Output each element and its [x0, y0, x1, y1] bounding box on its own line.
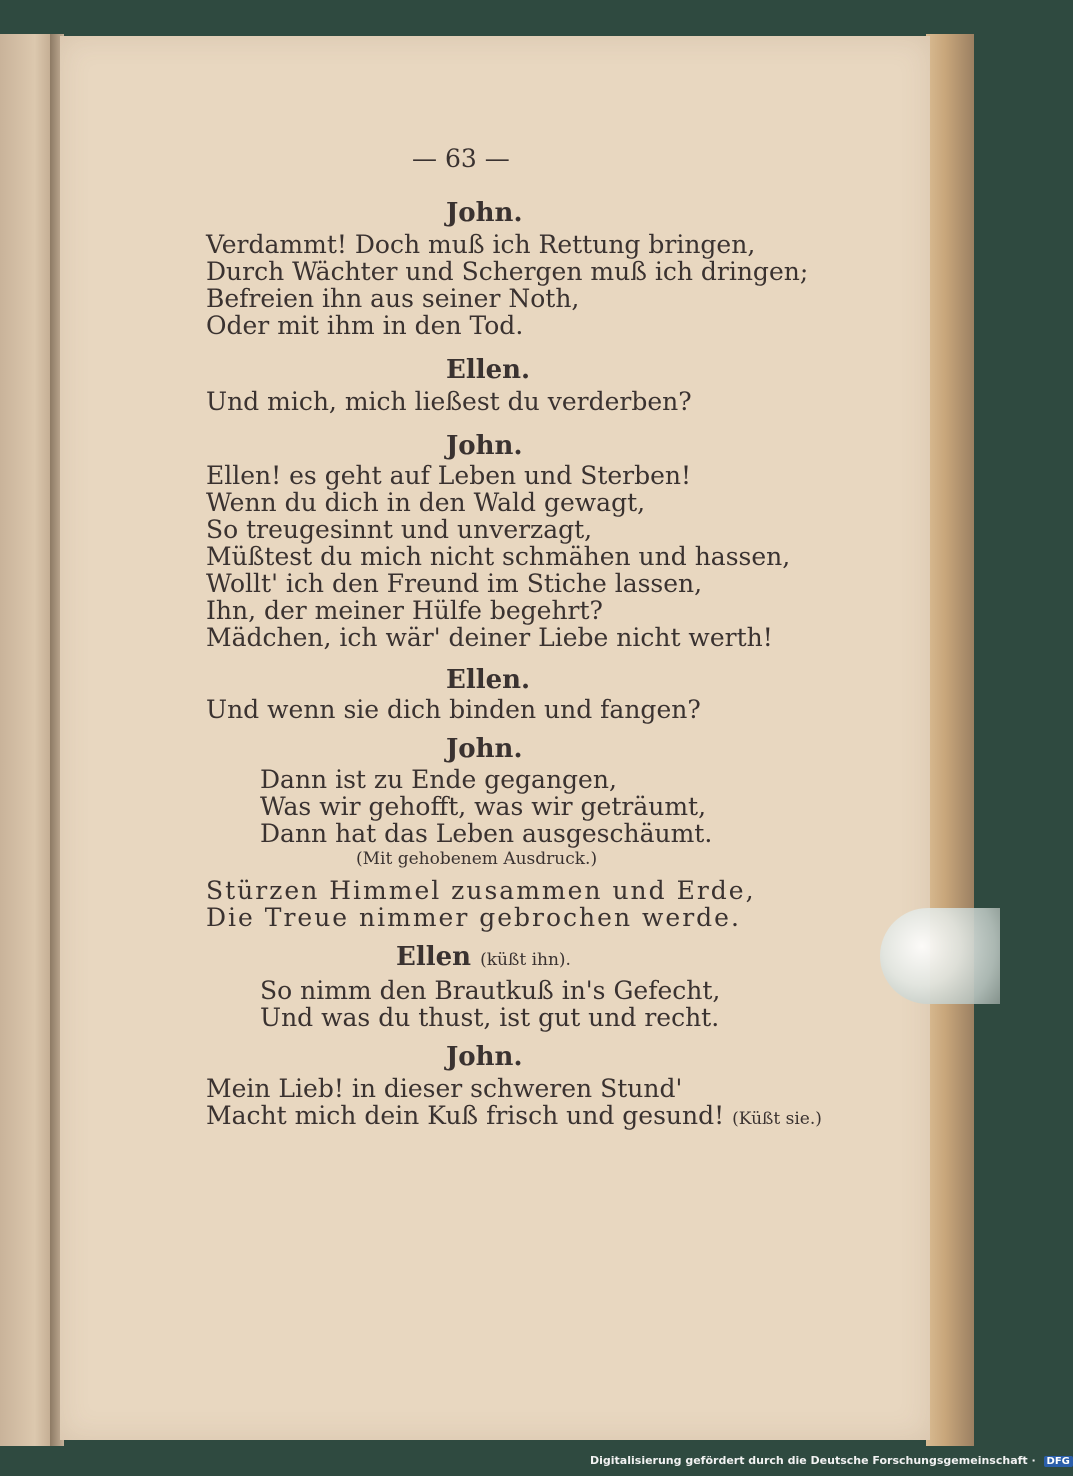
speaker-name: John. — [446, 431, 523, 461]
verse-line: So nimm den Brautkuß in's Gefecht, — [260, 976, 721, 1005]
stage-direction: (Mit gehobenem Ausdruck.) — [356, 849, 598, 869]
verse-line: Müßtest du mich nicht schmähen und hassen, — [206, 542, 791, 571]
speaker-name: John. — [446, 198, 523, 228]
page-stack-edge — [926, 34, 974, 1446]
page-number: — 63 — — [412, 144, 510, 173]
verse-line: Dann ist zu Ende gegangen, — [260, 765, 617, 794]
speaker-name-text: Ellen — [396, 942, 472, 972]
verse-line: Was wir gehofft, was wir geträumt, — [260, 792, 707, 821]
dfg-logo: DFG — [1044, 1456, 1073, 1467]
verse-line-text: Macht mich dein Kuß frisch und gesund! — [206, 1101, 725, 1130]
verse-line: Ihn, der meiner Hülfe begehrt? — [206, 596, 603, 625]
verse-line: So treugesinnt und unverzagt, — [206, 515, 593, 544]
stage-direction: (küßt ihn). — [480, 950, 571, 970]
verse-line: Ellen! es geht auf Leben und Sterben! — [206, 461, 692, 490]
verse-line: Stürzen Himmel zusammen und Erde, — [206, 876, 756, 905]
book-page — [60, 36, 930, 1440]
verse-line: Oder mit ihm in den Tod. — [206, 311, 524, 340]
verse-line: Mein Lieb! in dieser schweren Stund' — [206, 1074, 683, 1103]
verse-line: Wenn du dich in den Wald gewagt, — [206, 488, 646, 517]
verse-line: Und mich, mich ließest du verderben? — [206, 387, 692, 416]
speaker-name: Ellen. — [446, 665, 531, 695]
verse-line: Befreien ihn aus seiner Noth, — [206, 284, 580, 313]
speaker-name — [396, 944, 571, 970]
digitization-credit — [590, 1454, 1073, 1467]
verse-line: Durch Wächter und Schergen muß ich dringen; — [206, 257, 809, 286]
verse-line: Die Treue nimmer gebrochen werde. — [206, 903, 741, 932]
speaker-name: John. — [446, 734, 523, 764]
speaker-name: Ellen. — [446, 355, 531, 385]
verse-line: Dann hat das Leben ausgeschäumt. — [260, 819, 713, 848]
verse-line — [206, 1103, 822, 1128]
verse-line: Wollt' ich den Freund im Stiche lassen, — [206, 569, 703, 598]
digitization-credit-text: Digitalisierung gefördert durch die Deutsche Forschungsgemeinschaft · — [590, 1454, 1036, 1467]
speaker-name: John. — [446, 1042, 523, 1072]
verse-line: Und wenn sie dich binden und fangen? — [206, 695, 701, 724]
page-clip — [880, 908, 1000, 1004]
verse-line: Mädchen, ich wär' deiner Liebe nicht werth! — [206, 623, 773, 652]
verse-line: Und was du thust, ist gut und recht. — [260, 1003, 720, 1032]
verse-line: Verdammt! Doch muß ich Rettung bringen, — [206, 230, 756, 259]
stage-direction: (Küßt sie.) — [732, 1109, 822, 1129]
